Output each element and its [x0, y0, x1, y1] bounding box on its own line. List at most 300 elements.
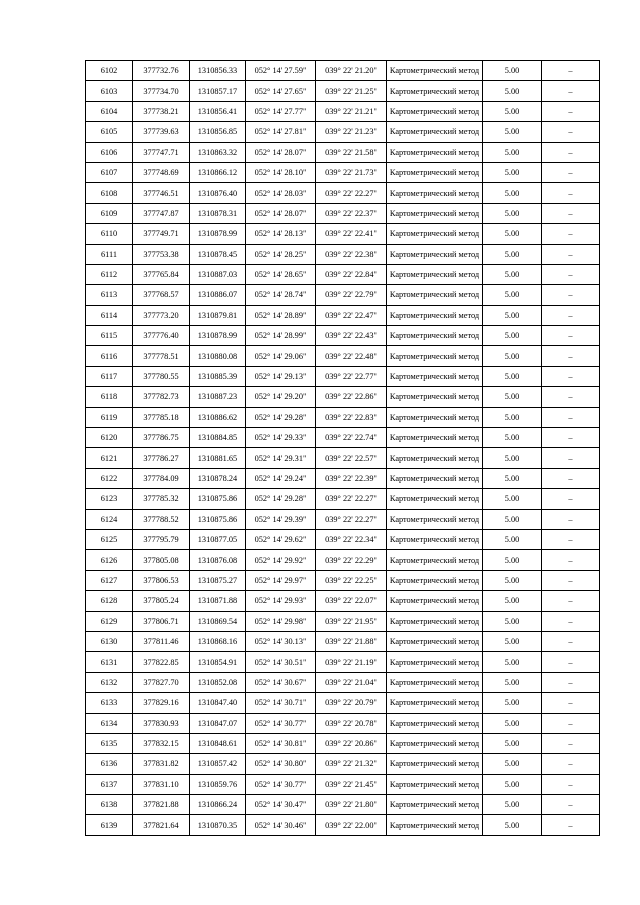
- point-number: 6112: [86, 264, 133, 284]
- coord-x: 377776.40: [133, 326, 190, 346]
- coord-y: 1310887.23: [190, 387, 246, 407]
- point-number: 6134: [86, 713, 133, 733]
- note: –: [542, 550, 600, 570]
- note: –: [542, 815, 600, 835]
- table-row: [86, 631, 600, 651]
- coord-y: 1310847.07: [190, 713, 246, 733]
- accuracy: 5.00: [483, 346, 542, 366]
- table-row: [86, 815, 600, 835]
- longitude: 039° 22' 21.21": [316, 101, 387, 121]
- longitude: 039° 22' 21.80": [316, 795, 387, 815]
- note: –: [542, 754, 600, 774]
- longitude: 039° 22' 22.39": [316, 468, 387, 488]
- table-row: [86, 550, 600, 570]
- longitude: 039° 22' 21.20": [316, 61, 387, 81]
- method: Картометрический метод: [387, 81, 483, 101]
- latitude: 052° 14' 29.20": [246, 387, 316, 407]
- accuracy: 5.00: [483, 591, 542, 611]
- table-row: [86, 795, 600, 815]
- point-number: 6125: [86, 529, 133, 549]
- table-row: [86, 224, 600, 244]
- point-number: 6127: [86, 570, 133, 590]
- coord-y: 1310852.08: [190, 672, 246, 692]
- point-number: 6104: [86, 101, 133, 121]
- point-number: 6118: [86, 387, 133, 407]
- method: Картометрический метод: [387, 285, 483, 305]
- latitude: 052° 14' 30.71": [246, 693, 316, 713]
- point-number: 6129: [86, 611, 133, 631]
- accuracy: 5.00: [483, 101, 542, 121]
- accuracy: 5.00: [483, 468, 542, 488]
- coord-y: 1310875.86: [190, 489, 246, 509]
- table-row: [86, 428, 600, 448]
- coord-x: 377832.15: [133, 733, 190, 753]
- latitude: 052° 14' 30.80": [246, 754, 316, 774]
- coord-y: 1310857.42: [190, 754, 246, 774]
- table-row: [86, 754, 600, 774]
- coord-x: 377811.46: [133, 631, 190, 651]
- longitude: 039° 22' 22.29": [316, 550, 387, 570]
- longitude: 039° 22' 21.58": [316, 142, 387, 162]
- method: Картометрический метод: [387, 693, 483, 713]
- table-row: [86, 142, 600, 162]
- accuracy: 5.00: [483, 61, 542, 81]
- note: –: [542, 203, 600, 223]
- latitude: 052° 14' 29.06": [246, 346, 316, 366]
- coord-x: 377734.70: [133, 81, 190, 101]
- accuracy: 5.00: [483, 224, 542, 244]
- accuracy: 5.00: [483, 652, 542, 672]
- method: Картометрический метод: [387, 183, 483, 203]
- longitude: 039° 22' 21.19": [316, 652, 387, 672]
- method: Картометрический метод: [387, 652, 483, 672]
- table-row: [86, 346, 600, 366]
- longitude: 039° 22' 22.25": [316, 570, 387, 590]
- longitude: 039° 22' 20.86": [316, 733, 387, 753]
- table-row: [86, 713, 600, 733]
- note: –: [542, 795, 600, 815]
- coord-x: 377821.88: [133, 795, 190, 815]
- latitude: 052° 14' 30.47": [246, 795, 316, 815]
- longitude: 039° 22' 22.83": [316, 407, 387, 427]
- coord-y: 1310877.05: [190, 529, 246, 549]
- longitude: 039° 22' 22.77": [316, 366, 387, 386]
- note: –: [542, 733, 600, 753]
- longitude: 039° 22' 22.00": [316, 815, 387, 835]
- table-row: [86, 652, 600, 672]
- table-row: [86, 733, 600, 753]
- coord-y: 1310871.88: [190, 591, 246, 611]
- coord-y: 1310878.24: [190, 468, 246, 488]
- note: –: [542, 631, 600, 651]
- longitude: 039° 22' 21.45": [316, 774, 387, 794]
- longitude: 039° 22' 22.43": [316, 326, 387, 346]
- method: Картометрический метод: [387, 122, 483, 142]
- coord-y: 1310878.45: [190, 244, 246, 264]
- table-row: [86, 81, 600, 101]
- longitude: 039° 22' 21.95": [316, 611, 387, 631]
- note: –: [542, 611, 600, 631]
- latitude: 052° 14' 29.92": [246, 550, 316, 570]
- table-row: [86, 183, 600, 203]
- table-row: [86, 122, 600, 142]
- coord-y: 1310870.35: [190, 815, 246, 835]
- accuracy: 5.00: [483, 693, 542, 713]
- table-row: [86, 162, 600, 182]
- table-row: [86, 244, 600, 264]
- accuracy: 5.00: [483, 142, 542, 162]
- coord-x: 377739.63: [133, 122, 190, 142]
- latitude: 052° 14' 30.77": [246, 774, 316, 794]
- coord-x: 377795.79: [133, 529, 190, 549]
- note: –: [542, 509, 600, 529]
- latitude: 052° 14' 30.67": [246, 672, 316, 692]
- point-number: 6111: [86, 244, 133, 264]
- table-row: [86, 61, 600, 81]
- table-row: [86, 774, 600, 794]
- latitude: 052° 14' 27.77": [246, 101, 316, 121]
- coord-x: 377827.70: [133, 672, 190, 692]
- point-number: 6138: [86, 795, 133, 815]
- longitude: 039° 22' 21.88": [316, 631, 387, 651]
- coord-y: 1310868.16: [190, 631, 246, 651]
- coord-x: 377830.93: [133, 713, 190, 733]
- note: –: [542, 244, 600, 264]
- latitude: 052° 14' 29.33": [246, 428, 316, 448]
- note: –: [542, 652, 600, 672]
- point-number: 6107: [86, 162, 133, 182]
- point-number: 6109: [86, 203, 133, 223]
- coord-x: 377749.71: [133, 224, 190, 244]
- accuracy: 5.00: [483, 326, 542, 346]
- coord-x: 377768.57: [133, 285, 190, 305]
- coord-x: 377822.85: [133, 652, 190, 672]
- note: –: [542, 224, 600, 244]
- coord-x: 377784.09: [133, 468, 190, 488]
- point-number: 6117: [86, 366, 133, 386]
- longitude: 039° 22' 22.34": [316, 529, 387, 549]
- longitude: 039° 22' 22.74": [316, 428, 387, 448]
- note: –: [542, 529, 600, 549]
- method: Картометрический метод: [387, 570, 483, 590]
- table-row: [86, 285, 600, 305]
- accuracy: 5.00: [483, 795, 542, 815]
- table-row: [86, 509, 600, 529]
- accuracy: 5.00: [483, 264, 542, 284]
- point-number: 6121: [86, 448, 133, 468]
- note: –: [542, 346, 600, 366]
- note: –: [542, 387, 600, 407]
- note: –: [542, 428, 600, 448]
- method: Картометрический метод: [387, 101, 483, 121]
- note: –: [542, 489, 600, 509]
- latitude: 052° 14' 30.81": [246, 733, 316, 753]
- coord-y: 1310857.17: [190, 81, 246, 101]
- coord-x: 377738.21: [133, 101, 190, 121]
- method: Картометрический метод: [387, 224, 483, 244]
- coord-x: 377821.64: [133, 815, 190, 835]
- point-number: 6116: [86, 346, 133, 366]
- accuracy: 5.00: [483, 448, 542, 468]
- method: Картометрический метод: [387, 489, 483, 509]
- accuracy: 5.00: [483, 122, 542, 142]
- coord-y: 1310885.39: [190, 366, 246, 386]
- table-row: [86, 570, 600, 590]
- method: Картометрический метод: [387, 387, 483, 407]
- note: –: [542, 693, 600, 713]
- method: Картометрический метод: [387, 346, 483, 366]
- point-number: 6120: [86, 428, 133, 448]
- note: –: [542, 162, 600, 182]
- table-row: [86, 591, 600, 611]
- coord-x: 377748.69: [133, 162, 190, 182]
- method: Картометрический метод: [387, 468, 483, 488]
- note: –: [542, 81, 600, 101]
- accuracy: 5.00: [483, 366, 542, 386]
- accuracy: 5.00: [483, 774, 542, 794]
- point-number: 6139: [86, 815, 133, 835]
- note: –: [542, 407, 600, 427]
- latitude: 052° 14' 29.98": [246, 611, 316, 631]
- longitude: 039° 22' 21.23": [316, 122, 387, 142]
- coord-y: 1310856.85: [190, 122, 246, 142]
- point-number: 6103: [86, 81, 133, 101]
- table-row: [86, 672, 600, 692]
- latitude: 052° 14' 29.28": [246, 489, 316, 509]
- latitude: 052° 14' 29.28": [246, 407, 316, 427]
- longitude: 039° 22' 22.07": [316, 591, 387, 611]
- latitude: 052° 14' 28.25": [246, 244, 316, 264]
- coord-x: 377778.51: [133, 346, 190, 366]
- coord-y: 1310859.76: [190, 774, 246, 794]
- latitude: 052° 14' 28.13": [246, 224, 316, 244]
- note: –: [542, 305, 600, 325]
- point-number: 6130: [86, 631, 133, 651]
- point-number: 6126: [86, 550, 133, 570]
- point-number: 6114: [86, 305, 133, 325]
- point-number: 6131: [86, 652, 133, 672]
- coord-y: 1310875.27: [190, 570, 246, 590]
- coord-y: 1310856.41: [190, 101, 246, 121]
- method: Картометрический метод: [387, 631, 483, 651]
- coord-y: 1310878.99: [190, 326, 246, 346]
- accuracy: 5.00: [483, 387, 542, 407]
- table-row: [86, 387, 600, 407]
- accuracy: 5.00: [483, 815, 542, 835]
- note: –: [542, 122, 600, 142]
- latitude: 052° 14' 30.46": [246, 815, 316, 835]
- note: –: [542, 366, 600, 386]
- accuracy: 5.00: [483, 672, 542, 692]
- method: Картометрический метод: [387, 611, 483, 631]
- coord-x: 377747.87: [133, 203, 190, 223]
- longitude: 039° 22' 22.27": [316, 489, 387, 509]
- note: –: [542, 142, 600, 162]
- latitude: 052° 14' 29.93": [246, 591, 316, 611]
- method: Картометрический метод: [387, 529, 483, 549]
- method: Картометрический метод: [387, 142, 483, 162]
- coord-y: 1310881.65: [190, 448, 246, 468]
- point-number: 6110: [86, 224, 133, 244]
- coord-x: 377786.27: [133, 448, 190, 468]
- coord-y: 1310886.62: [190, 407, 246, 427]
- table-row: [86, 264, 600, 284]
- coord-y: 1310863.32: [190, 142, 246, 162]
- coord-y: 1310847.40: [190, 693, 246, 713]
- latitude: 052° 14' 28.10": [246, 162, 316, 182]
- coord-x: 377831.10: [133, 774, 190, 794]
- coord-y: 1310848.61: [190, 733, 246, 753]
- point-number: 6122: [86, 468, 133, 488]
- latitude: 052° 14' 27.81": [246, 122, 316, 142]
- table-row: [86, 448, 600, 468]
- latitude: 052° 14' 28.07": [246, 142, 316, 162]
- latitude: 052° 14' 29.62": [246, 529, 316, 549]
- method: Картометрический метод: [387, 713, 483, 733]
- method: Картометрический метод: [387, 305, 483, 325]
- coord-x: 377782.73: [133, 387, 190, 407]
- point-number: 6102: [86, 61, 133, 81]
- note: –: [542, 183, 600, 203]
- coordinates-table: [85, 60, 600, 836]
- method: Картометрический метод: [387, 795, 483, 815]
- longitude: 039° 22' 21.73": [316, 162, 387, 182]
- coord-x: 377765.84: [133, 264, 190, 284]
- longitude: 039° 22' 22.27": [316, 183, 387, 203]
- accuracy: 5.00: [483, 162, 542, 182]
- coord-x: 377785.32: [133, 489, 190, 509]
- coord-x: 377805.08: [133, 550, 190, 570]
- table-row: [86, 407, 600, 427]
- point-number: 6136: [86, 754, 133, 774]
- coord-y: 1310878.99: [190, 224, 246, 244]
- method: Картометрический метод: [387, 815, 483, 835]
- coord-x: 377806.53: [133, 570, 190, 590]
- coord-x: 377829.16: [133, 693, 190, 713]
- coord-x: 377746.51: [133, 183, 190, 203]
- note: –: [542, 264, 600, 284]
- table-row: [86, 611, 600, 631]
- coord-y: 1310869.54: [190, 611, 246, 631]
- method: Картометрический метод: [387, 550, 483, 570]
- accuracy: 5.00: [483, 529, 542, 549]
- table-row: [86, 489, 600, 509]
- method: Картометрический метод: [387, 509, 483, 529]
- latitude: 052° 14' 30.13": [246, 631, 316, 651]
- coord-x: 377747.71: [133, 142, 190, 162]
- accuracy: 5.00: [483, 631, 542, 651]
- longitude: 039° 22' 22.48": [316, 346, 387, 366]
- coord-y: 1310866.24: [190, 795, 246, 815]
- note: –: [542, 570, 600, 590]
- accuracy: 5.00: [483, 428, 542, 448]
- coord-x: 377785.18: [133, 407, 190, 427]
- longitude: 039° 22' 22.84": [316, 264, 387, 284]
- method: Картометрический метод: [387, 774, 483, 794]
- longitude: 039° 22' 20.79": [316, 693, 387, 713]
- coord-x: 377831.82: [133, 754, 190, 774]
- note: –: [542, 774, 600, 794]
- latitude: 052° 14' 29.24": [246, 468, 316, 488]
- accuracy: 5.00: [483, 754, 542, 774]
- coord-y: 1310866.12: [190, 162, 246, 182]
- method: Картометрический метод: [387, 162, 483, 182]
- accuracy: 5.00: [483, 244, 542, 264]
- point-number: 6124: [86, 509, 133, 529]
- note: –: [542, 713, 600, 733]
- longitude: 039° 22' 20.78": [316, 713, 387, 733]
- latitude: 052° 14' 28.89": [246, 305, 316, 325]
- method: Картометрический метод: [387, 448, 483, 468]
- coord-y: 1310856.33: [190, 61, 246, 81]
- coord-y: 1310878.31: [190, 203, 246, 223]
- point-number: 6108: [86, 183, 133, 203]
- method: Картометрический метод: [387, 264, 483, 284]
- accuracy: 5.00: [483, 733, 542, 753]
- coord-x: 377786.75: [133, 428, 190, 448]
- longitude: 039° 22' 21.32": [316, 754, 387, 774]
- note: –: [542, 448, 600, 468]
- accuracy: 5.00: [483, 285, 542, 305]
- coord-y: 1310854.91: [190, 652, 246, 672]
- latitude: 052° 14' 29.31": [246, 448, 316, 468]
- table-row: [86, 366, 600, 386]
- latitude: 052° 14' 29.13": [246, 366, 316, 386]
- note: –: [542, 61, 600, 81]
- point-number: 6128: [86, 591, 133, 611]
- coord-x: 377806.71: [133, 611, 190, 631]
- table-row: [86, 101, 600, 121]
- longitude: 039° 22' 22.27": [316, 509, 387, 529]
- coordinates-table-body: [86, 61, 600, 836]
- longitude: 039° 22' 22.79": [316, 285, 387, 305]
- coord-y: 1310886.07: [190, 285, 246, 305]
- accuracy: 5.00: [483, 570, 542, 590]
- method: Картометрический метод: [387, 326, 483, 346]
- latitude: 052° 14' 27.59": [246, 61, 316, 81]
- method: Картометрический метод: [387, 591, 483, 611]
- coord-y: 1310887.03: [190, 264, 246, 284]
- latitude: 052° 14' 30.51": [246, 652, 316, 672]
- accuracy: 5.00: [483, 183, 542, 203]
- latitude: 052° 14' 30.77": [246, 713, 316, 733]
- method: Картометрический метод: [387, 672, 483, 692]
- note: –: [542, 326, 600, 346]
- coord-y: 1310875.86: [190, 509, 246, 529]
- coord-y: 1310879.81: [190, 305, 246, 325]
- longitude: 039° 22' 22.38": [316, 244, 387, 264]
- longitude: 039° 22' 21.04": [316, 672, 387, 692]
- point-number: 6123: [86, 489, 133, 509]
- point-number: 6106: [86, 142, 133, 162]
- coord-x: 377753.38: [133, 244, 190, 264]
- table-row: [86, 693, 600, 713]
- coord-y: 1310876.40: [190, 183, 246, 203]
- longitude: 039° 22' 21.25": [316, 81, 387, 101]
- point-number: 6119: [86, 407, 133, 427]
- point-number: 6135: [86, 733, 133, 753]
- note: –: [542, 285, 600, 305]
- method: Картометрический метод: [387, 203, 483, 223]
- note: –: [542, 468, 600, 488]
- coord-y: 1310876.08: [190, 550, 246, 570]
- point-number: 6133: [86, 693, 133, 713]
- longitude: 039° 22' 22.41": [316, 224, 387, 244]
- accuracy: 5.00: [483, 407, 542, 427]
- accuracy: 5.00: [483, 509, 542, 529]
- latitude: 052° 14' 28.65": [246, 264, 316, 284]
- longitude: 039° 22' 22.86": [316, 387, 387, 407]
